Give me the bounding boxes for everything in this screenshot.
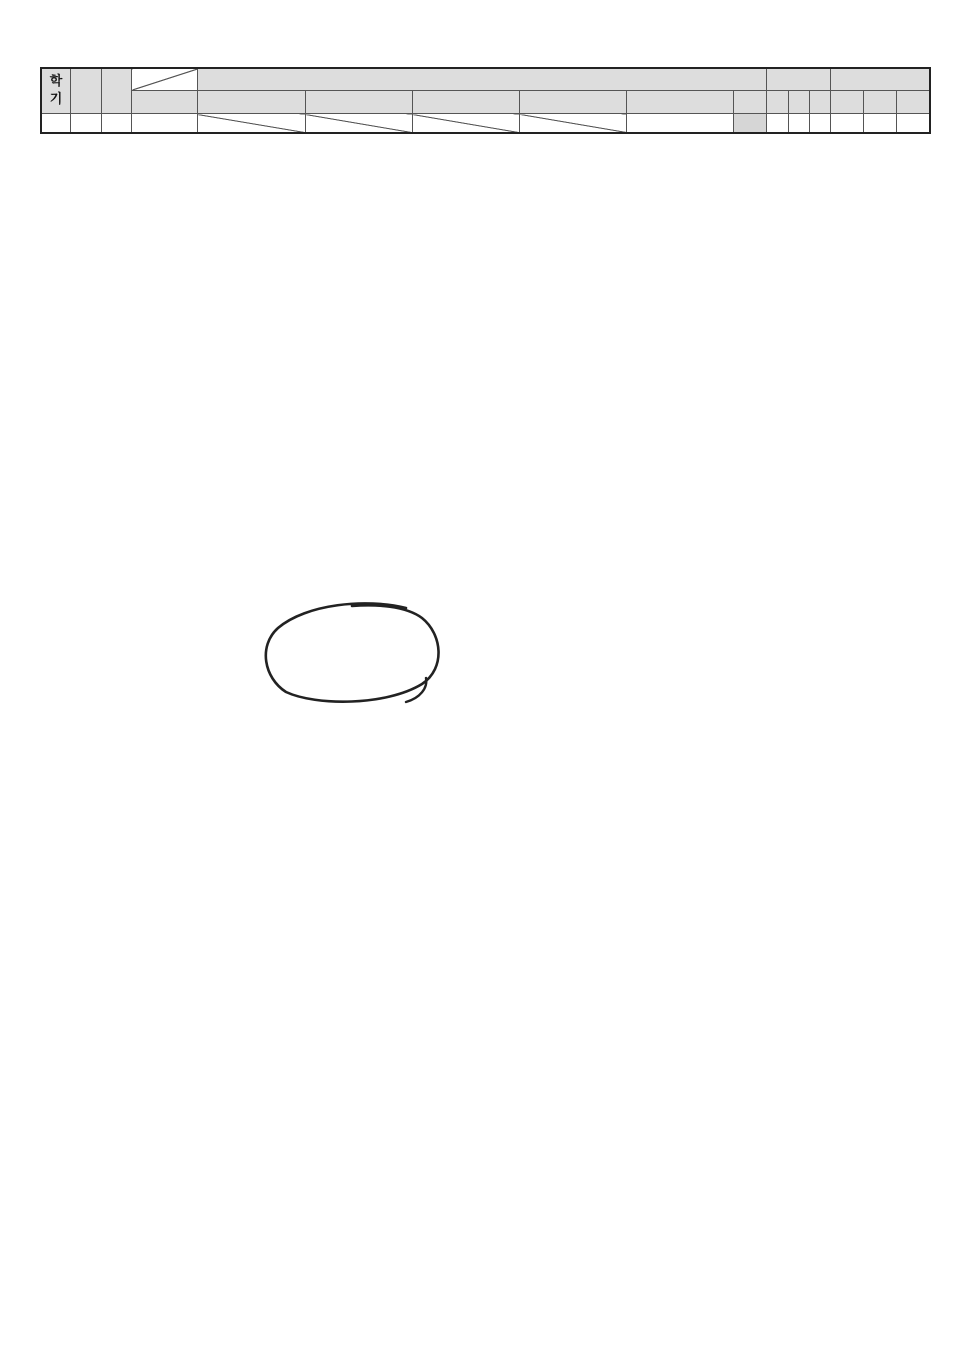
header-grade2: [788, 91, 809, 114]
days-grade1: [767, 114, 788, 134]
header-grade3: [809, 91, 830, 114]
event-thu: [520, 114, 627, 134]
event-fri: [627, 114, 734, 134]
header-semester: 학 기: [41, 68, 71, 114]
hours-grade1: [831, 114, 864, 134]
days-grade3: [809, 114, 830, 134]
schedule-table: [40, 67, 931, 134]
week-number: [101, 114, 132, 134]
event-tue: [305, 114, 412, 134]
header-mon: [197, 91, 305, 114]
month-label: [71, 114, 102, 134]
semester-label: [41, 114, 71, 134]
event-wed: [412, 114, 519, 134]
event-mon: [197, 114, 305, 134]
header-sueop-sisu: [831, 68, 930, 91]
header-nalja: [132, 91, 197, 114]
header-grade1: [767, 91, 788, 114]
header-grade1: [831, 91, 864, 114]
days-grade2: [788, 114, 809, 134]
header-sat: [734, 91, 767, 114]
header-thu: [520, 91, 627, 114]
header-week: [101, 68, 132, 114]
header-wed: [412, 91, 519, 114]
hours-grade2: [864, 114, 897, 134]
header-yoil: [132, 68, 197, 91]
date-range: [132, 114, 197, 134]
header-events: [197, 68, 767, 91]
header-sueop-ilsu: [767, 68, 831, 91]
hand-drawn-circle: [256, 598, 446, 706]
header-grade3: [896, 91, 930, 114]
header-month: [71, 68, 102, 114]
header-grade2: [864, 91, 897, 114]
saturday-cell: [734, 114, 767, 134]
table-row: [41, 114, 930, 134]
header-fri: [627, 91, 734, 114]
header-tue: [305, 91, 412, 114]
hours-grade3: [896, 114, 930, 134]
